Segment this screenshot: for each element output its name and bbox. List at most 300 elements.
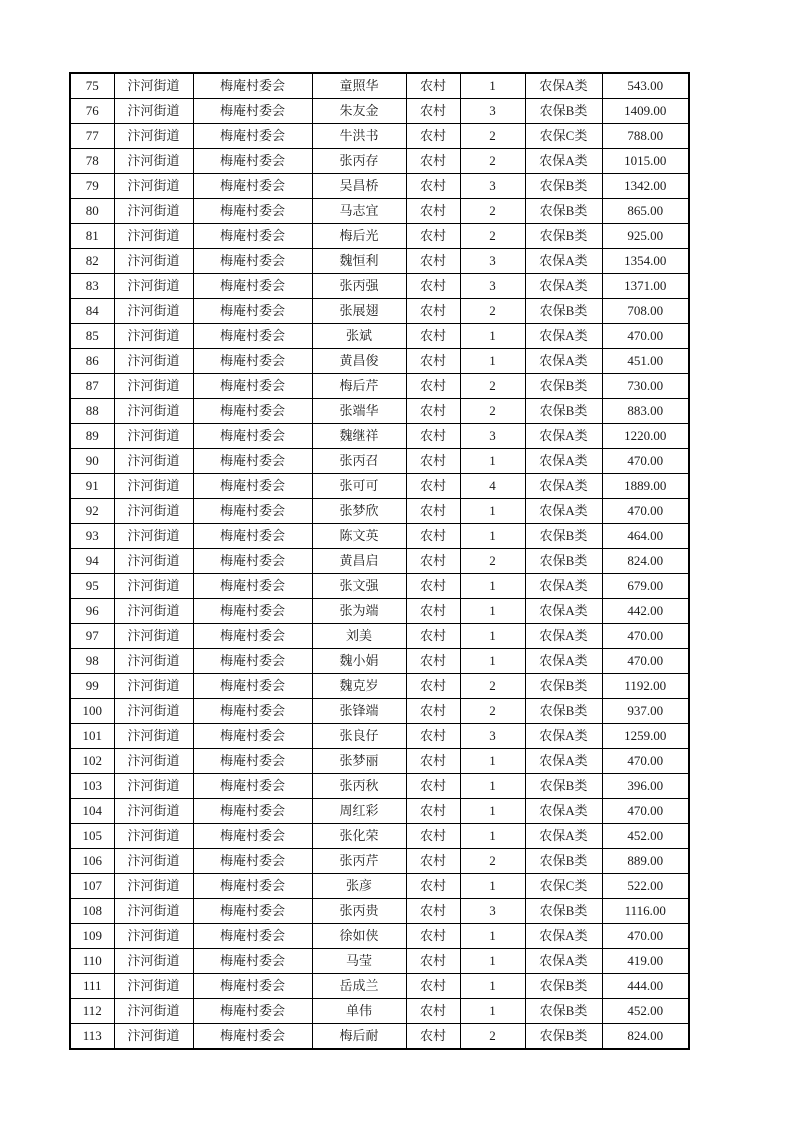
cell-category: 农村: [406, 574, 460, 599]
table-row: [70, 174, 689, 199]
cell-count: 3: [460, 724, 525, 749]
cell-name: 张丙存: [312, 149, 406, 174]
cell-street: 汴河街道: [114, 549, 193, 574]
cell-street: 汴河街道: [114, 774, 193, 799]
cell-name: 单伟: [312, 999, 406, 1024]
cell-street: 汴河街道: [114, 324, 193, 349]
cell-name: 周红彩: [312, 799, 406, 824]
cell-village: 梅庵村委会: [193, 174, 312, 199]
cell-index: 97: [70, 624, 114, 649]
cell-category: 农村: [406, 199, 460, 224]
cell-index: 96: [70, 599, 114, 624]
cell-village: 梅庵村委会: [193, 149, 312, 174]
table-row: [70, 874, 689, 899]
cell-category: 农村: [406, 724, 460, 749]
cell-index: 81: [70, 224, 114, 249]
cell-index: 101: [70, 724, 114, 749]
cell-amount: 708.00: [602, 299, 689, 324]
cell-street: 汴河街道: [114, 749, 193, 774]
cell-index: 90: [70, 449, 114, 474]
cell-name: 张梦欣: [312, 499, 406, 524]
cell-amount: 883.00: [602, 399, 689, 424]
cell-category: 农村: [406, 649, 460, 674]
cell-index: 94: [70, 549, 114, 574]
cell-insurance-type: 农保A类: [525, 149, 602, 174]
cell-category: 农村: [406, 274, 460, 299]
cell-amount: 444.00: [602, 974, 689, 999]
cell-street: 汴河街道: [114, 249, 193, 274]
table-row: [70, 824, 689, 849]
cell-amount: 1342.00: [602, 174, 689, 199]
table-row: [70, 799, 689, 824]
cell-street: 汴河街道: [114, 899, 193, 924]
cell-index: 105: [70, 824, 114, 849]
cell-village: 梅庵村委会: [193, 799, 312, 824]
cell-count: 2: [460, 549, 525, 574]
cell-count: 2: [460, 1024, 525, 1050]
cell-village: 梅庵村委会: [193, 549, 312, 574]
table-row: [70, 124, 689, 149]
table-row: [70, 399, 689, 424]
cell-index: 108: [70, 899, 114, 924]
cell-name: 魏克岁: [312, 674, 406, 699]
cell-amount: 1889.00: [602, 474, 689, 499]
cell-category: 农村: [406, 149, 460, 174]
cell-insurance-type: 农保B类: [525, 174, 602, 199]
cell-category: 农村: [406, 924, 460, 949]
cell-index: 89: [70, 424, 114, 449]
cell-insurance-type: 农保A类: [525, 824, 602, 849]
cell-index: 110: [70, 949, 114, 974]
cell-index: 95: [70, 574, 114, 599]
cell-count: 1: [460, 499, 525, 524]
cell-amount: 824.00: [602, 549, 689, 574]
cell-street: 汴河街道: [114, 374, 193, 399]
cell-index: 106: [70, 849, 114, 874]
cell-index: 85: [70, 324, 114, 349]
cell-amount: 1354.00: [602, 249, 689, 274]
cell-village: 梅庵村委会: [193, 749, 312, 774]
cell-insurance-type: 农保A类: [525, 749, 602, 774]
cell-street: 汴河街道: [114, 224, 193, 249]
cell-count: 2: [460, 374, 525, 399]
cell-insurance-type: 农保B类: [525, 399, 602, 424]
table-row: [70, 274, 689, 299]
cell-amount: 464.00: [602, 524, 689, 549]
cell-name: 张丙秋: [312, 774, 406, 799]
cell-count: 1: [460, 874, 525, 899]
cell-count: 2: [460, 149, 525, 174]
cell-name: 陈文英: [312, 524, 406, 549]
cell-amount: 730.00: [602, 374, 689, 399]
cell-category: 农村: [406, 499, 460, 524]
cell-name: 刘美: [312, 624, 406, 649]
cell-count: 2: [460, 124, 525, 149]
cell-insurance-type: 农保A类: [525, 474, 602, 499]
cell-street: 汴河街道: [114, 199, 193, 224]
cell-index: 100: [70, 699, 114, 724]
cell-index: 79: [70, 174, 114, 199]
cell-count: 1: [460, 799, 525, 824]
cell-index: 111: [70, 974, 114, 999]
cell-street: 汴河街道: [114, 874, 193, 899]
cell-insurance-type: 农保B类: [525, 899, 602, 924]
cell-amount: 470.00: [602, 799, 689, 824]
cell-category: 农村: [406, 824, 460, 849]
cell-village: 梅庵村委会: [193, 949, 312, 974]
cell-village: 梅庵村委会: [193, 324, 312, 349]
cell-name: 魏小娟: [312, 649, 406, 674]
cell-insurance-type: 农保B类: [525, 224, 602, 249]
cell-category: 农村: [406, 449, 460, 474]
cell-street: 汴河街道: [114, 599, 193, 624]
cell-village: 梅庵村委会: [193, 249, 312, 274]
table-row: [70, 299, 689, 324]
table-row: [70, 749, 689, 774]
cell-amount: 452.00: [602, 999, 689, 1024]
cell-insurance-type: 农保B类: [525, 1024, 602, 1050]
benefit-roster-table: [69, 72, 690, 1050]
cell-count: 1: [460, 749, 525, 774]
cell-amount: 937.00: [602, 699, 689, 724]
cell-category: 农村: [406, 624, 460, 649]
cell-street: 汴河街道: [114, 574, 193, 599]
cell-category: 农村: [406, 674, 460, 699]
table-row: [70, 374, 689, 399]
cell-name: 马莹: [312, 949, 406, 974]
cell-count: 3: [460, 424, 525, 449]
cell-street: 汴河街道: [114, 99, 193, 124]
cell-amount: 865.00: [602, 199, 689, 224]
cell-index: 88: [70, 399, 114, 424]
cell-category: 农村: [406, 749, 460, 774]
cell-name: 马志宜: [312, 199, 406, 224]
cell-name: 张丙召: [312, 449, 406, 474]
cell-name: 梅后光: [312, 224, 406, 249]
cell-street: 汴河街道: [114, 974, 193, 999]
cell-insurance-type: 农保A类: [525, 724, 602, 749]
cell-category: 农村: [406, 73, 460, 99]
cell-name: 梅后芹: [312, 374, 406, 399]
cell-category: 农村: [406, 424, 460, 449]
cell-count: 2: [460, 199, 525, 224]
cell-index: 107: [70, 874, 114, 899]
cell-index: 78: [70, 149, 114, 174]
cell-amount: 889.00: [602, 849, 689, 874]
cell-index: 98: [70, 649, 114, 674]
cell-category: 农村: [406, 99, 460, 124]
cell-village: 梅庵村委会: [193, 849, 312, 874]
cell-insurance-type: 农保A类: [525, 649, 602, 674]
cell-village: 梅庵村委会: [193, 599, 312, 624]
cell-insurance-type: 农保A类: [525, 624, 602, 649]
cell-village: 梅庵村委会: [193, 499, 312, 524]
cell-index: 77: [70, 124, 114, 149]
cell-count: 1: [460, 599, 525, 624]
cell-name: 张丙贵: [312, 899, 406, 924]
cell-insurance-type: 农保A类: [525, 424, 602, 449]
cell-index: 102: [70, 749, 114, 774]
table-row: [70, 149, 689, 174]
cell-index: 86: [70, 349, 114, 374]
cell-amount: 442.00: [602, 599, 689, 624]
table-row: [70, 449, 689, 474]
cell-amount: 470.00: [602, 449, 689, 474]
cell-index: 84: [70, 299, 114, 324]
cell-street: 汴河街道: [114, 449, 193, 474]
cell-count: 3: [460, 99, 525, 124]
cell-street: 汴河街道: [114, 424, 193, 449]
cell-amount: 470.00: [602, 624, 689, 649]
cell-village: 梅庵村委会: [193, 274, 312, 299]
cell-village: 梅庵村委会: [193, 299, 312, 324]
cell-village: 梅庵村委会: [193, 724, 312, 749]
table-row: [70, 674, 689, 699]
cell-name: 张文强: [312, 574, 406, 599]
table-row: [70, 624, 689, 649]
cell-amount: 1116.00: [602, 899, 689, 924]
cell-village: 梅庵村委会: [193, 374, 312, 399]
cell-street: 汴河街道: [114, 824, 193, 849]
cell-index: 82: [70, 249, 114, 274]
cell-category: 农村: [406, 374, 460, 399]
cell-village: 梅庵村委会: [193, 649, 312, 674]
cell-name: 朱友金: [312, 99, 406, 124]
cell-count: 2: [460, 674, 525, 699]
cell-amount: 419.00: [602, 949, 689, 974]
table-row: [70, 524, 689, 549]
cell-insurance-type: 农保B类: [525, 774, 602, 799]
cell-name: 张梦丽: [312, 749, 406, 774]
cell-count: 1: [460, 349, 525, 374]
cell-amount: 452.00: [602, 824, 689, 849]
cell-village: 梅庵村委会: [193, 399, 312, 424]
cell-name: 张展翅: [312, 299, 406, 324]
cell-count: 1: [460, 924, 525, 949]
cell-category: 农村: [406, 1024, 460, 1050]
cell-index: 103: [70, 774, 114, 799]
cell-index: 83: [70, 274, 114, 299]
cell-street: 汴河街道: [114, 649, 193, 674]
table-row: [70, 474, 689, 499]
cell-insurance-type: 农保A类: [525, 574, 602, 599]
cell-village: 梅庵村委会: [193, 474, 312, 499]
cell-village: 梅庵村委会: [193, 699, 312, 724]
cell-index: 113: [70, 1024, 114, 1050]
cell-village: 梅庵村委会: [193, 774, 312, 799]
cell-insurance-type: 农保A类: [525, 449, 602, 474]
cell-count: 3: [460, 249, 525, 274]
table-row: [70, 899, 689, 924]
cell-street: 汴河街道: [114, 924, 193, 949]
cell-amount: 396.00: [602, 774, 689, 799]
cell-village: 梅庵村委会: [193, 624, 312, 649]
cell-category: 农村: [406, 174, 460, 199]
cell-insurance-type: 农保B类: [525, 99, 602, 124]
cell-index: 109: [70, 924, 114, 949]
cell-name: 张可可: [312, 474, 406, 499]
cell-amount: 1220.00: [602, 424, 689, 449]
cell-street: 汴河街道: [114, 699, 193, 724]
cell-insurance-type: 农保A类: [525, 249, 602, 274]
cell-street: 汴河街道: [114, 399, 193, 424]
cell-amount: 1192.00: [602, 674, 689, 699]
cell-count: 3: [460, 174, 525, 199]
cell-name: 岳成兰: [312, 974, 406, 999]
table-row: [70, 574, 689, 599]
cell-name: 魏恒利: [312, 249, 406, 274]
cell-category: 农村: [406, 799, 460, 824]
cell-insurance-type: 农保B类: [525, 524, 602, 549]
cell-insurance-type: 农保B类: [525, 299, 602, 324]
cell-amount: 470.00: [602, 324, 689, 349]
cell-amount: 1259.00: [602, 724, 689, 749]
table-row: [70, 549, 689, 574]
cell-index: 91: [70, 474, 114, 499]
cell-village: 梅庵村委会: [193, 924, 312, 949]
cell-insurance-type: 农保B类: [525, 374, 602, 399]
cell-street: 汴河街道: [114, 524, 193, 549]
cell-village: 梅庵村委会: [193, 874, 312, 899]
cell-street: 汴河街道: [114, 949, 193, 974]
cell-category: 农村: [406, 349, 460, 374]
cell-amount: 679.00: [602, 574, 689, 599]
cell-insurance-type: 农保A类: [525, 949, 602, 974]
cell-name: 黄昌启: [312, 549, 406, 574]
cell-name: 吴昌桥: [312, 174, 406, 199]
cell-count: 4: [460, 474, 525, 499]
cell-index: 76: [70, 99, 114, 124]
cell-insurance-type: 农保C类: [525, 124, 602, 149]
cell-village: 梅庵村委会: [193, 899, 312, 924]
cell-count: 3: [460, 274, 525, 299]
table-row: [70, 849, 689, 874]
cell-category: 农村: [406, 899, 460, 924]
cell-name: 张端华: [312, 399, 406, 424]
cell-count: 1: [460, 449, 525, 474]
table-row: [70, 774, 689, 799]
cell-village: 梅庵村委会: [193, 824, 312, 849]
cell-category: 农村: [406, 999, 460, 1024]
cell-insurance-type: 农保A类: [525, 324, 602, 349]
cell-count: 1: [460, 949, 525, 974]
cell-village: 梅庵村委会: [193, 999, 312, 1024]
cell-name: 张彦: [312, 874, 406, 899]
cell-amount: 543.00: [602, 73, 689, 99]
cell-amount: 925.00: [602, 224, 689, 249]
cell-insurance-type: 农保A类: [525, 349, 602, 374]
cell-village: 梅庵村委会: [193, 674, 312, 699]
table-row: [70, 499, 689, 524]
table-row: [70, 249, 689, 274]
cell-insurance-type: 农保A类: [525, 799, 602, 824]
cell-street: 汴河街道: [114, 999, 193, 1024]
table-row: [70, 324, 689, 349]
cell-index: 112: [70, 999, 114, 1024]
cell-category: 农村: [406, 399, 460, 424]
cell-village: 梅庵村委会: [193, 124, 312, 149]
cell-name: 梅后耐: [312, 1024, 406, 1050]
cell-amount: 1409.00: [602, 99, 689, 124]
table-row: [70, 924, 689, 949]
cell-street: 汴河街道: [114, 499, 193, 524]
cell-street: 汴河街道: [114, 274, 193, 299]
cell-count: 3: [460, 899, 525, 924]
cell-category: 农村: [406, 474, 460, 499]
cell-street: 汴河街道: [114, 349, 193, 374]
cell-index: 75: [70, 73, 114, 99]
cell-insurance-type: 农保B类: [525, 974, 602, 999]
cell-insurance-type: 农保C类: [525, 874, 602, 899]
cell-count: 1: [460, 624, 525, 649]
cell-name: 徐如侠: [312, 924, 406, 949]
table-row: [70, 949, 689, 974]
cell-street: 汴河街道: [114, 474, 193, 499]
cell-name: 牛洪书: [312, 124, 406, 149]
table-body: [70, 73, 689, 1049]
table-row: [70, 599, 689, 624]
cell-insurance-type: 农保A类: [525, 924, 602, 949]
cell-count: 1: [460, 574, 525, 599]
cell-street: 汴河街道: [114, 149, 193, 174]
cell-name: 魏继祥: [312, 424, 406, 449]
cell-category: 农村: [406, 699, 460, 724]
table-row: [70, 974, 689, 999]
cell-count: 1: [460, 974, 525, 999]
cell-amount: 470.00: [602, 499, 689, 524]
cell-name: 黄昌俊: [312, 349, 406, 374]
table-row: [70, 424, 689, 449]
cell-amount: 788.00: [602, 124, 689, 149]
cell-amount: 522.00: [602, 874, 689, 899]
cell-category: 农村: [406, 549, 460, 574]
cell-category: 农村: [406, 849, 460, 874]
table-row: [70, 224, 689, 249]
cell-village: 梅庵村委会: [193, 574, 312, 599]
cell-amount: 1371.00: [602, 274, 689, 299]
cell-village: 梅庵村委会: [193, 1024, 312, 1050]
cell-index: 87: [70, 374, 114, 399]
cell-name: 张化荣: [312, 824, 406, 849]
cell-category: 农村: [406, 874, 460, 899]
cell-name: 童照华: [312, 73, 406, 99]
cell-category: 农村: [406, 249, 460, 274]
cell-village: 梅庵村委会: [193, 524, 312, 549]
cell-street: 汴河街道: [114, 124, 193, 149]
cell-village: 梅庵村委会: [193, 974, 312, 999]
cell-insurance-type: 农保B类: [525, 999, 602, 1024]
cell-index: 104: [70, 799, 114, 824]
cell-count: 1: [460, 649, 525, 674]
cell-category: 农村: [406, 299, 460, 324]
cell-insurance-type: 农保A类: [525, 73, 602, 99]
cell-village: 梅庵村委会: [193, 449, 312, 474]
cell-amount: 470.00: [602, 924, 689, 949]
cell-name: 张丙芹: [312, 849, 406, 874]
cell-street: 汴河街道: [114, 174, 193, 199]
cell-count: 1: [460, 774, 525, 799]
cell-amount: 824.00: [602, 1024, 689, 1050]
cell-index: 99: [70, 674, 114, 699]
cell-insurance-type: 农保B类: [525, 549, 602, 574]
table-row: [70, 724, 689, 749]
cell-village: 梅庵村委会: [193, 349, 312, 374]
cell-street: 汴河街道: [114, 1024, 193, 1050]
cell-street: 汴河街道: [114, 724, 193, 749]
cell-index: 80: [70, 199, 114, 224]
cell-name: 张丙强: [312, 274, 406, 299]
cell-insurance-type: 农保A类: [525, 499, 602, 524]
